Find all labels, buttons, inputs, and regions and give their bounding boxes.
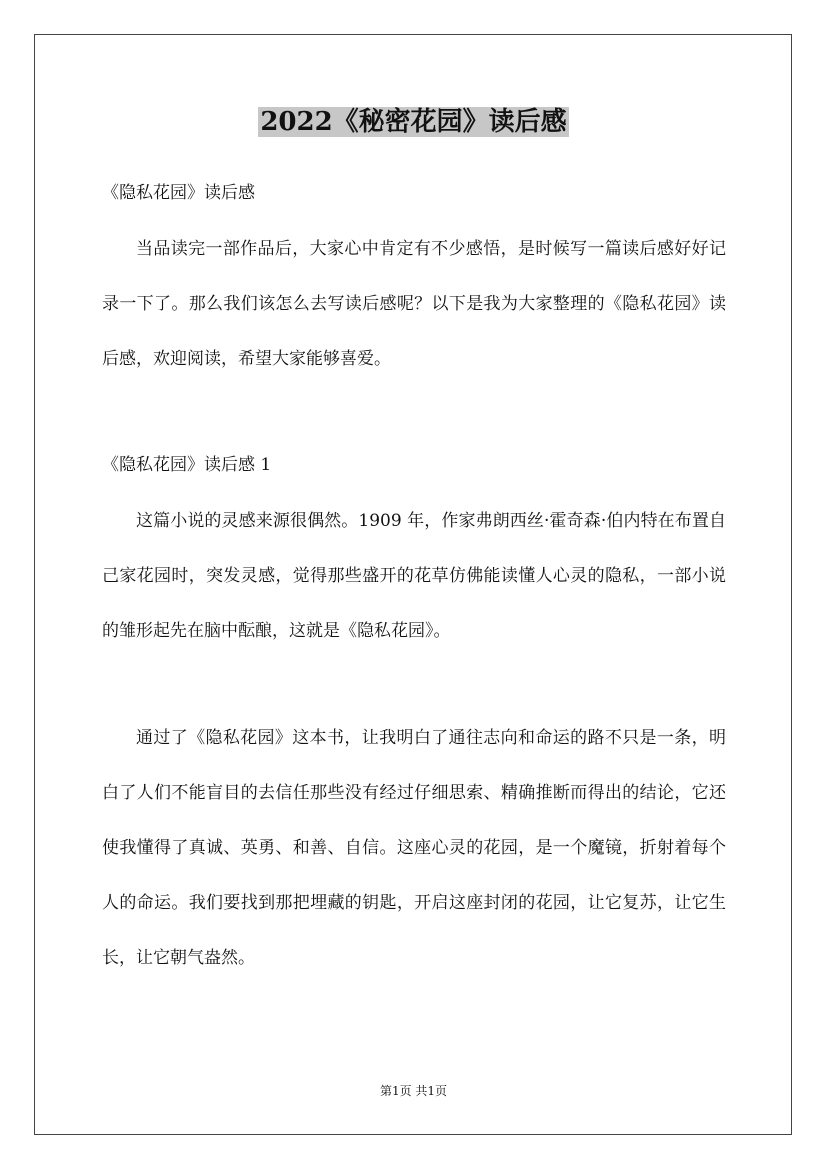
intro-heading: 《隐私花园》读后感 bbox=[102, 183, 255, 203]
document-title bbox=[0, 101, 827, 143]
section1-heading: 《隐私花园》读后感 1 bbox=[102, 455, 272, 475]
document-title-text: 2022《秘密花园》读后感 bbox=[260, 107, 567, 137]
intro-paragraph: 当品读完一部作品后，大家心中肯定有不少感悟，是时候写一篇读后感好好记录一下了。那么我们该怎么去写读后感呢？以下是我为大家整理的《隐私花园》读后感，欢迎阅读，希望大家能够喜爱。 bbox=[102, 239, 726, 369]
section1-paragraph1: 这篇小说的灵感来源很偶然。1909 年，作家弗朗西丝·霍奇森·伯内特在布置自己家花园时，突发灵感，觉得那些盛开的花草仿佛能读懂人心灵的隐私，一部小说的雏形起先在脑中酝酿，这就是《隐私花园》。 bbox=[102, 511, 726, 641]
page-footer: 第1页 共1页 bbox=[379, 1084, 448, 1098]
section1-paragraph2: 通过了《隐私花园》这本书，让我明白了通往志向和命运的路不只是一条，明白了人们不能盲目的去信任那些没有经过仔细思索、精确推断而得出的结论，它还使我懂得了真诚、英勇、和善、自信。这座心灵的花园，是一个魔镜，折射着每个人的命运。我们要找到那把埋藏的钥匙，开启这座封闭的花园，让它复苏，让它生长，让它朝气盎然。 bbox=[102, 728, 726, 968]
